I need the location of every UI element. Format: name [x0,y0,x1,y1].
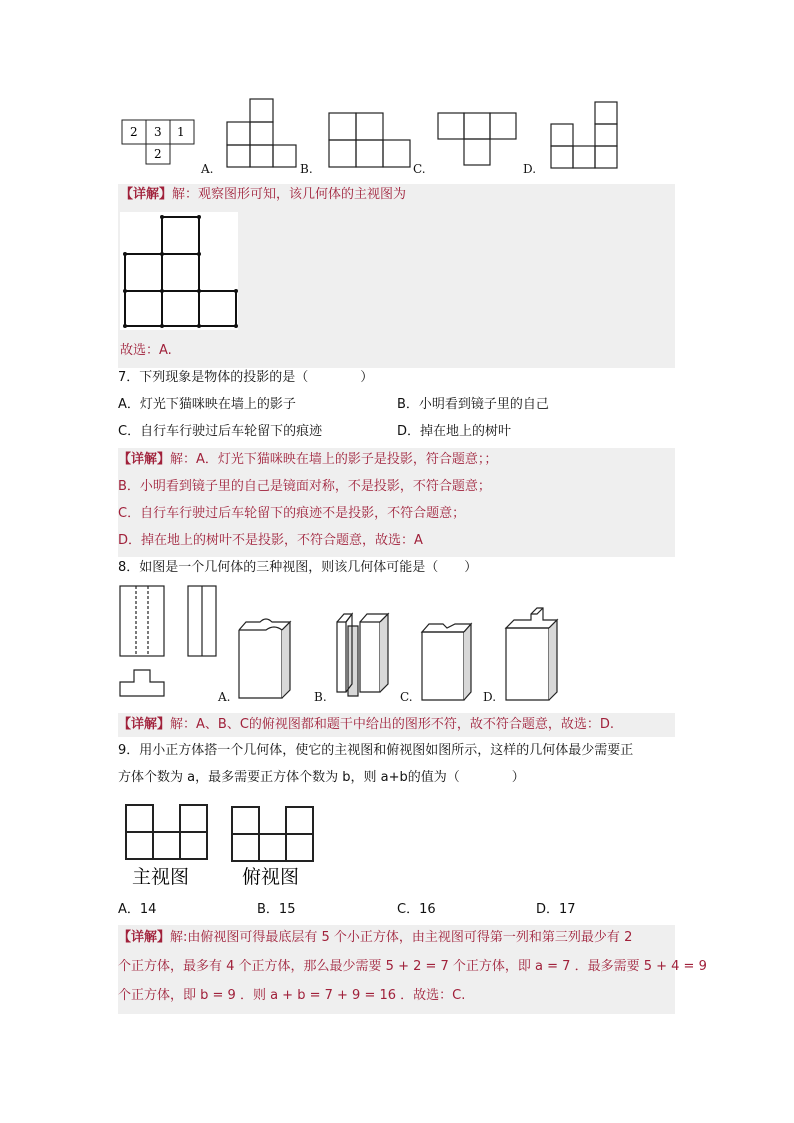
solution-text: 解：A、B、C的俯视图都和题干中给出的图形不符，故不符合题意，故选：D. [170,717,615,732]
q8-stem: 8．如图是一个几何体的三种视图，则该几何体可能是（ ） [118,560,478,575]
q8-option-a-figure [236,612,296,702]
q9-front-view-figure [124,803,212,889]
q8-three-views-figure [118,584,220,700]
q7-solution-line: B．小明看到镜子里的自己是镜面对称，不是投影，不符合题意； [118,479,491,494]
q6-answer: 故选：A. [120,343,172,358]
q6-option-label-c: C. [413,162,426,176]
solution-tag: 【详解】 [118,452,171,467]
q7-solution-line [118,451,497,469]
q9-solution-line [118,929,632,947]
q6-net-figure [120,118,200,168]
q6-option-d-figure [550,101,620,171]
q7-stem: 7．下列现象是物体的投影的是（ ） [118,370,374,385]
q6-option-label-b: B. [300,162,313,176]
solution-tag: 【详解】 [118,930,171,945]
q9-solution-line: 个正方体，即 b = 9 ．则 a + b = 7 + 9 = 16 ．故选：C. [118,988,466,1003]
net-number: 2 [130,125,138,139]
q8-option-label-b: B. [314,690,327,704]
q7-option-b: B．小明看到镜子里的自己 [397,397,549,412]
q7-option-d: D．掉在地上的树叶 [397,424,512,439]
q6-option-a-figure [226,98,298,168]
q6-solution-line [120,186,406,204]
q6-option-label-d: D. [523,162,537,176]
q9-option-a: A．14 [118,902,157,917]
q9-stem-line-1: 9．用小正方体搭一个几何体，使它的主视图和俯视图如图所示，这样的几何体最少需要正 [118,743,634,758]
q8-option-label-a: A. [218,690,231,704]
q9-option-b: B．15 [257,902,296,917]
fig-caption-front: 主视图 [132,866,190,888]
q8-option-b-figure [334,608,394,702]
q8-option-label-c: C. [400,690,413,704]
q7-solution-line: D．掉在地上的树叶不是投影，不符合题意，故选：A [118,533,423,548]
q6-option-c-figure [437,112,519,166]
q7-solution-line: C．自行车行驶过后车轮留下的痕迹不是投影，不符合题意； [118,506,466,521]
solution-text: 解:由俯视图可得最底层有 5 个小正方体，由主视图可得第一列和第三列最少有 2 [170,930,633,945]
net-number: 3 [154,125,162,139]
net-number: 1 [177,125,185,139]
q9-option-c: C．16 [397,902,436,917]
q9-stem-line-2: 方体个数为 a，最多需要正方体个数为 b，则 a+b的值为（ ） [118,770,525,785]
q8-option-label-d: D. [483,690,497,704]
solution-tag: 【详解】 [118,717,171,732]
q8-solution-line [118,716,614,734]
q6-solution-front-view [120,212,238,330]
q6-option-b-figure [328,112,412,168]
q9-top-view-figure [230,805,320,891]
q9-option-d: D．17 [536,902,576,917]
q7-option-c: C．自行车行驶过后车轮留下的痕迹 [118,424,323,439]
q6-option-label-a: A. [201,162,214,176]
solution-text: 解：A．灯光下猫咪映在墙上的影子是投影，符合题意；； [170,452,498,467]
solution-tag: 【详解】 [120,187,173,202]
q9-solution-line: 个正方体，最多有 4 个正方体，那么最少需要 5 + 2 = 7 个正方体，即 a = 7 ．最多需要 5 + 4 = 9 [118,959,707,974]
solution-text: 解：观察图形可知，该几何体的主视图为 [172,187,407,202]
net-number: 2 [154,147,162,161]
q8-option-c-figure [419,618,479,702]
fig-caption-top: 俯视图 [242,866,300,888]
q7-option-a: A．灯光下猫咪映在墙上的影子 [118,397,296,412]
q8-option-d-figure [503,606,563,702]
